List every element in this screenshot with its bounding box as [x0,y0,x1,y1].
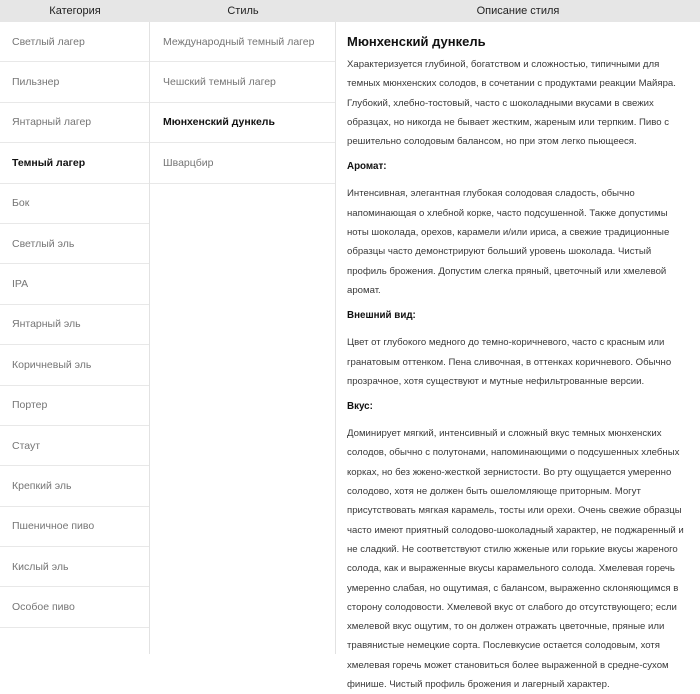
description-intro: Характеризуется глубиной, богатством и сложностью, типичными для темных мюнхенских солодов, в сочетании с продуктами реакции Майяра. Глубокий, хлебно-тостовый, часто с шоколадными вкусами в свежих образцах, но никогда не бывает жестким, жареным или терпким. Пиво с решительно солодовым балансом, но при этом легко пьющееся. [347,59,676,148]
category-item-amber-ale[interactable]: Янтарный эль [0,305,149,345]
category-item-pilsner[interactable]: Пильзнер [0,62,149,102]
header-style: Стиль [227,5,259,17]
aroma-text: Интенсивная, элегантная глубокая солодовая сладость, обычно напоминающая о хлебной корке, часто подсушенной. Также допустимы ноты шоколада, орехов, карамели и/или ириса, а свежие традиционные образцы часто демонстрируют больший уровень шоколада. Чистый профиль брожения. Допустим слегка пряный, цветочный или хмелевой аромат. [347,188,670,296]
style-item-czech-dark-lager[interactable]: Чешский темный лагер [150,62,335,102]
category-item-bock[interactable]: Бок [0,184,149,224]
category-item-brown-ale[interactable]: Коричневый эль [0,345,149,385]
category-item-amber-lager[interactable]: Янтарный лагер [0,103,149,143]
header-description: Описание стиля [476,5,560,17]
appearance-text: Цвет от глубокого медного до темно-коричневого, часто с красным или гранатовым оттенком. Пена сливочная, в оттенках коричневого. Обычно прозрачное, хотя существуют и мутные нефильтрованные версии. [347,337,672,387]
category-item-wheat-beer[interactable]: Пшеничное пиво [0,507,149,547]
category-item-sour-ale[interactable]: Кислый эль [0,547,149,587]
category-item-porter[interactable]: Портер [0,386,149,426]
style-item-schwarzbier[interactable]: Шварцбир [150,143,335,183]
category-item-ipa[interactable]: IPA [0,264,149,304]
appearance-heading: Внешний вид: [347,310,416,322]
header-category: Категория [49,5,101,17]
category-item-svetly-lager[interactable]: Светлый лагер [0,22,149,62]
category-item-pale-ale[interactable]: Светлый эль [0,224,149,264]
category-item-strong-ale[interactable]: Крепкий эль [0,466,149,506]
description-title: Мюнхенский дункель [347,34,486,49]
style-item-munich-dunkel[interactable]: Мюнхенский дункель [150,103,335,143]
style-list [150,22,336,654]
category-item-dark-lager[interactable]: Темный лагер [0,143,149,183]
category-item-stout[interactable]: Стаут [0,426,149,466]
category-item-specialty-beer[interactable]: Особое пиво [0,587,149,627]
style-description-panel [336,22,700,691]
flavor-text: Доминирует мягкий, интенсивный и сложный вкус темных мюнхенских солодов, обычно с полутонами, напоминающими о подсушенных хлебных корках, но без жжено-жесткой зернистости. Во рту ощущается умеренно солодово, хотя не должен быть ошеломляюще приторным. Могут присутствовать мягкая карамель, тосты или орехи. Очень свежие образцы часто имеют приятный солодово-шоколадный характер, не поджаренный и не сладкий. Не соответствуют стилю жженые или горькие вкусы жареного солода, как и выраженные вкусы карамельного солода. Хмелевая горечь умеренно слабая, но ощутимая, с балансом, выраженно склоняющимся в сторону солодовости. Хмелевой вкус от слабого до отсутствующего; если хмелевой вкус ощутим, то он должен отражать цветочные, пряные или травянистые немецкие сорта. Послевкусие остается солодовым, хотя хмелевая горечь может становиться более выраженной в средне-сухом финише. Чистый профиль брожения и лагерный характер. [347,428,684,691]
table-header [0,0,700,22]
category-list [0,22,150,654]
aroma-heading: Аромат: [347,161,387,173]
flavor-heading: Вкус: [347,401,373,413]
style-item-international-dark-lager[interactable]: Международный темный лагер [150,22,335,62]
